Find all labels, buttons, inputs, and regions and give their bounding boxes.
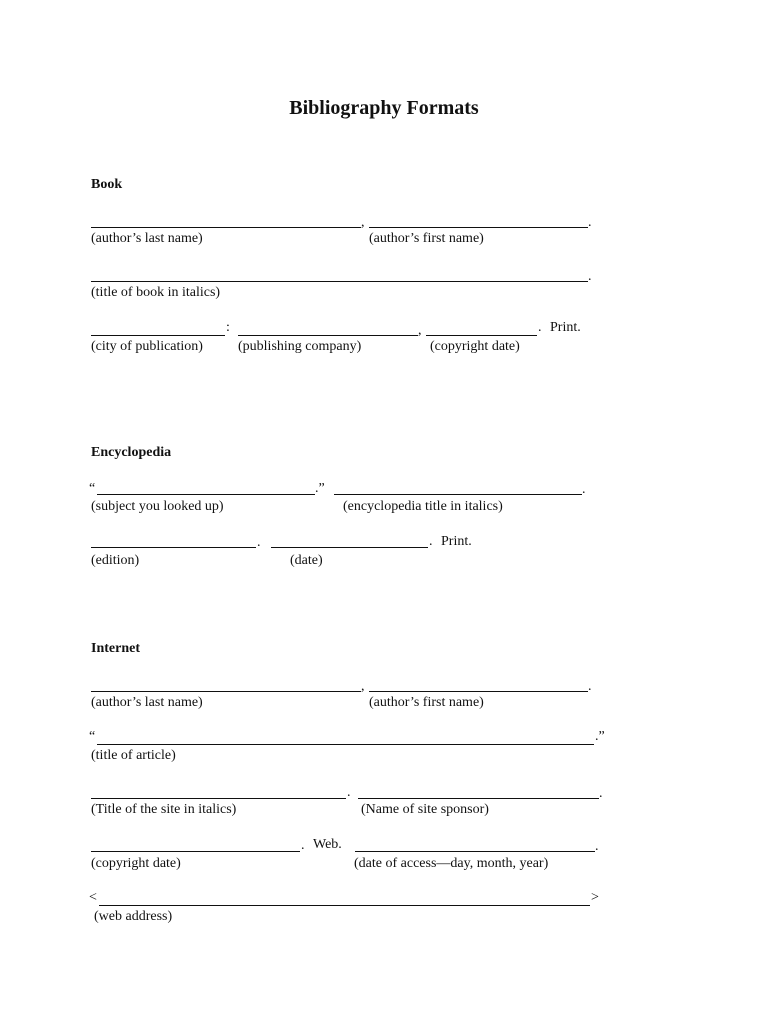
web-address-label: (web address) bbox=[94, 909, 173, 924]
encyclopedia-heading: Encyclopedia bbox=[91, 445, 172, 460]
book-author-first-label: (author’s first name) bbox=[369, 231, 484, 246]
book-city-label: (city of publication) bbox=[91, 339, 203, 354]
web-article-title-label: (title of article) bbox=[91, 748, 176, 763]
web-site-title-line[interactable] bbox=[91, 798, 346, 799]
book-colon: : bbox=[226, 320, 230, 335]
web-lt: < bbox=[89, 890, 97, 905]
enc-title-line[interactable] bbox=[334, 494, 582, 495]
web-address-line[interactable] bbox=[99, 905, 590, 906]
enc-date-period: . bbox=[429, 534, 433, 549]
web-article-title-line[interactable] bbox=[97, 744, 594, 745]
book-publisher-label: (publishing company) bbox=[238, 339, 362, 354]
web-author-first-line[interactable] bbox=[369, 691, 588, 692]
book-author-last-line[interactable] bbox=[91, 227, 361, 228]
web-site-title-label: (Title of the site in italics) bbox=[91, 802, 237, 817]
enc-print: Print. bbox=[441, 534, 472, 549]
enc-edition-label: (edition) bbox=[91, 553, 140, 568]
book-publisher-comma: , bbox=[418, 323, 422, 338]
enc-subject-label: (subject you looked up) bbox=[91, 499, 224, 514]
web-sponsor-line[interactable] bbox=[358, 798, 599, 799]
book-copyright-line[interactable] bbox=[426, 335, 537, 336]
book-author-last-label: (author’s last name) bbox=[91, 231, 203, 246]
internet-heading: Internet bbox=[91, 641, 140, 656]
web-copyright-line[interactable] bbox=[91, 851, 300, 852]
web-author-last-label: (author’s last name) bbox=[91, 695, 203, 710]
web-comma: , bbox=[361, 679, 365, 694]
web-site-title-period: . bbox=[347, 785, 351, 800]
enc-title-period: . bbox=[582, 482, 586, 497]
enc-date-line[interactable] bbox=[271, 547, 428, 548]
web-access-period: . bbox=[595, 839, 599, 854]
web-author-first-label: (author’s first name) bbox=[369, 695, 484, 710]
enc-close-quote: .” bbox=[315, 481, 325, 496]
enc-subject-line[interactable] bbox=[97, 494, 315, 495]
book-title-label: (title of book in italics) bbox=[91, 285, 221, 300]
book-period: . bbox=[588, 215, 592, 230]
book-publisher-line[interactable] bbox=[238, 335, 418, 336]
book-title-period: . bbox=[588, 269, 592, 284]
enc-edition-line[interactable] bbox=[91, 547, 256, 548]
web-author-period: . bbox=[588, 679, 592, 694]
web-sponsor-label: (Name of site sponsor) bbox=[361, 802, 489, 817]
enc-title-label: (encyclopedia title in italics) bbox=[343, 499, 503, 514]
book-print: Print. bbox=[550, 320, 581, 335]
book-copyright-label: (copyright date) bbox=[430, 339, 520, 354]
web-copyright-period: . bbox=[301, 838, 305, 853]
web-sponsor-period: . bbox=[599, 786, 603, 801]
web-copyright-label: (copyright date) bbox=[91, 856, 181, 871]
web-access-line[interactable] bbox=[355, 851, 595, 852]
enc-date-label: (date) bbox=[290, 553, 323, 568]
web-open-quote: “ bbox=[89, 729, 96, 744]
book-author-first-line[interactable] bbox=[369, 227, 588, 228]
book-copyright-period: . bbox=[538, 320, 542, 335]
page-title: Bibliography Formats bbox=[289, 97, 479, 119]
book-title-line[interactable] bbox=[91, 281, 588, 282]
enc-edition-period: . bbox=[257, 535, 261, 550]
web-close-quote: .” bbox=[595, 729, 605, 744]
web-gt: > bbox=[591, 890, 599, 905]
web-author-last-line[interactable] bbox=[91, 691, 361, 692]
book-heading: Book bbox=[91, 177, 123, 192]
enc-open-quote: “ bbox=[89, 481, 96, 496]
book-comma: , bbox=[361, 215, 365, 230]
web-access-label: (date of access—day, month, year) bbox=[354, 856, 549, 871]
web-web-label: Web. bbox=[313, 837, 342, 852]
book-city-line[interactable] bbox=[91, 335, 225, 336]
